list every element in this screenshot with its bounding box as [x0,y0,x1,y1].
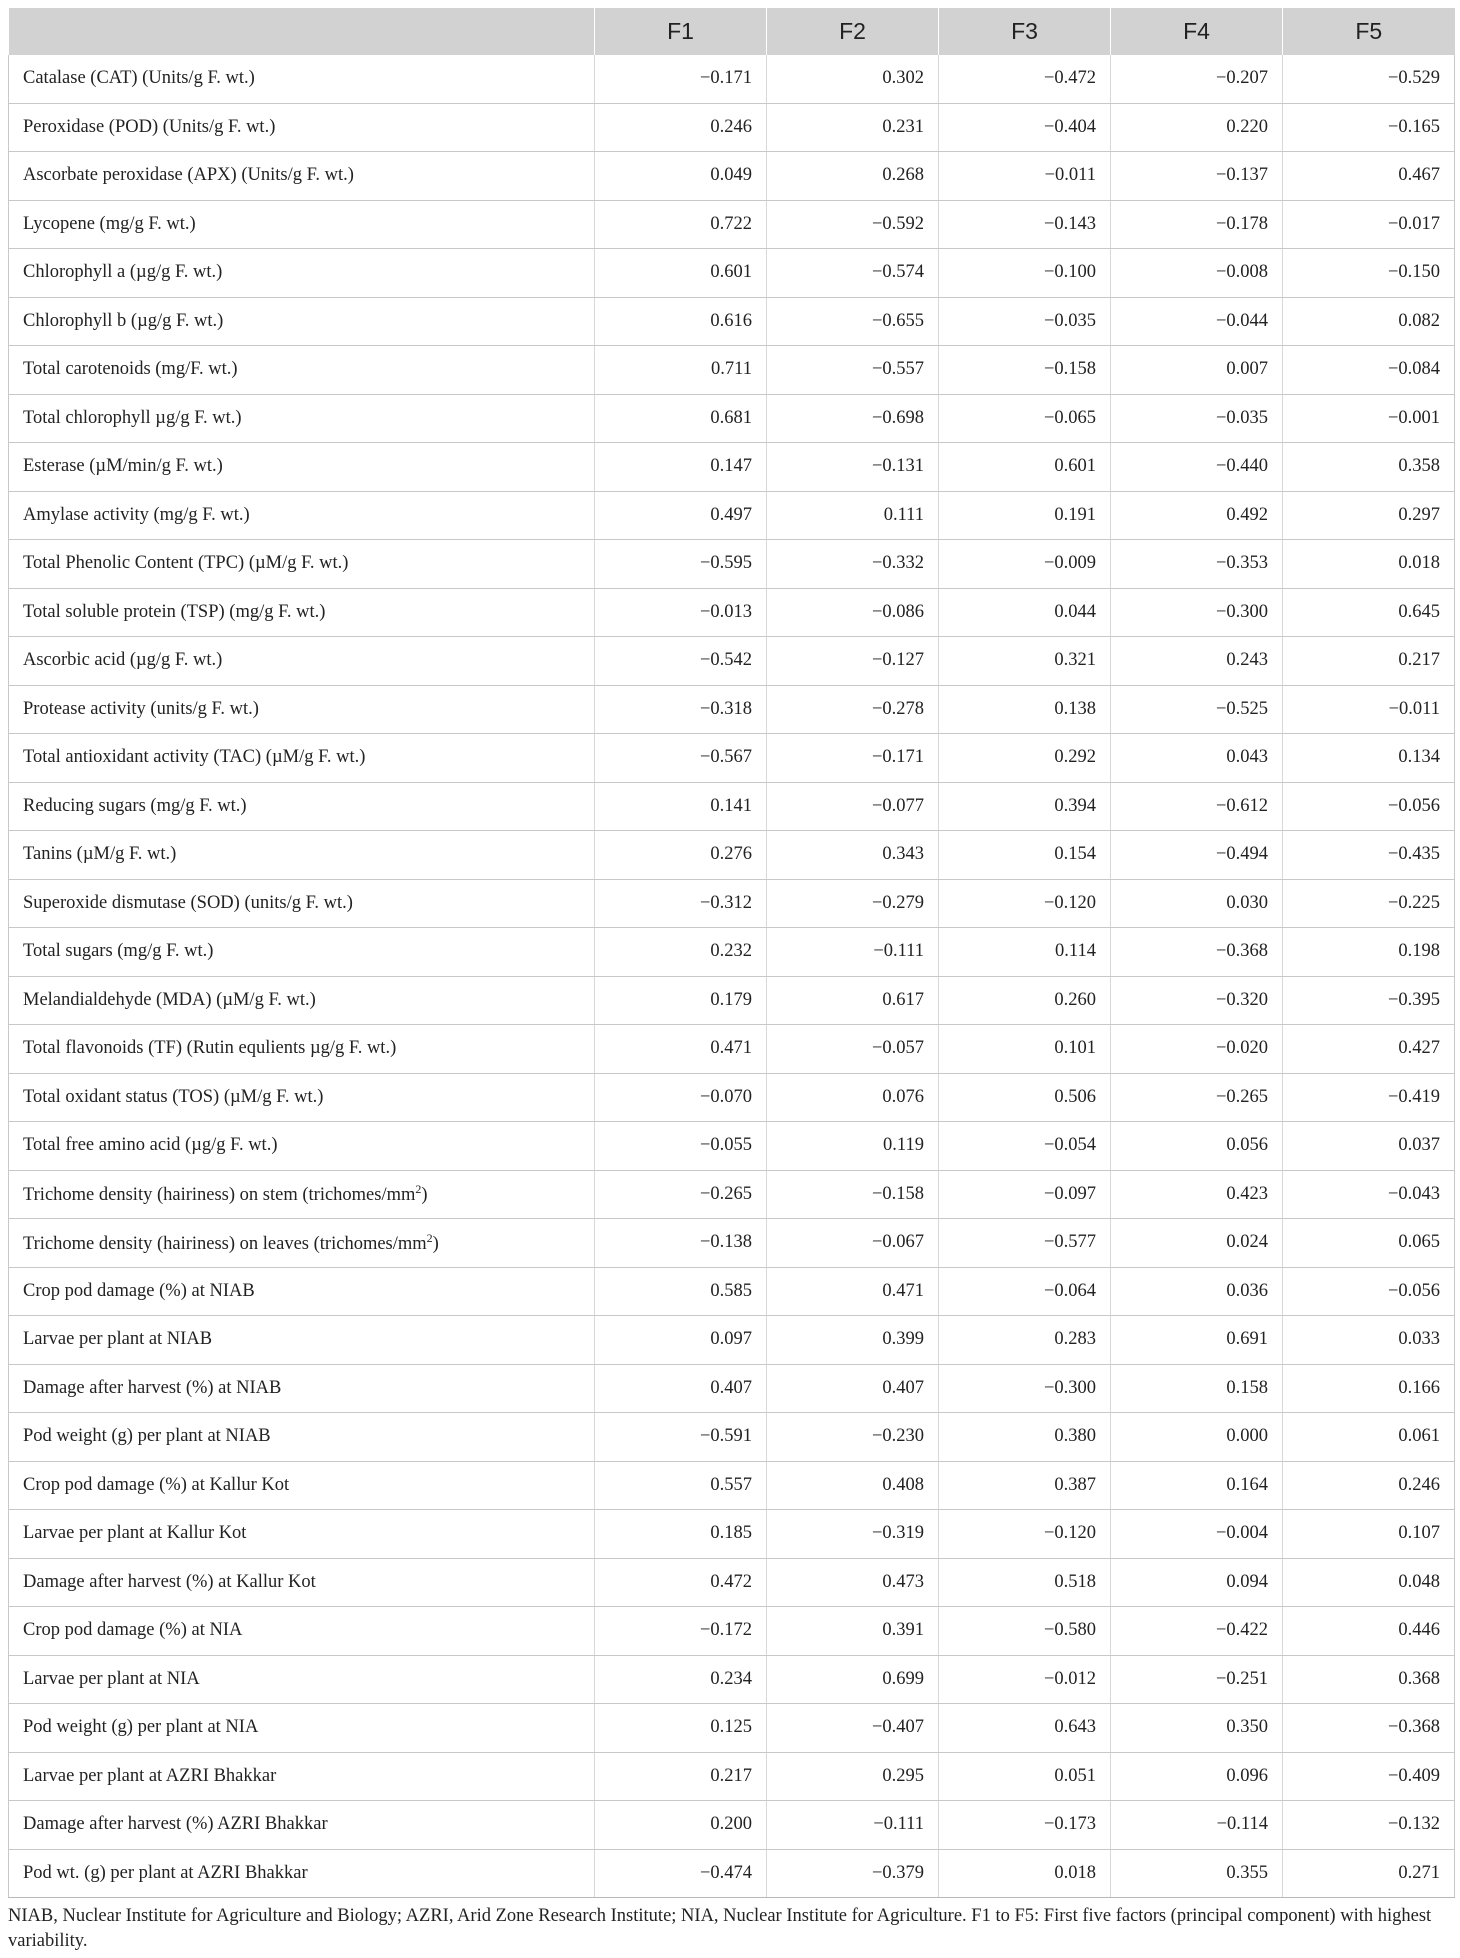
table-row [9,831,1455,880]
cell-f5: −0.529 [1283,55,1455,103]
cell-f4: −0.353 [1111,540,1283,589]
row-label: Ascorbate peroxidase (APX) (Units/g F. wt.) [9,152,595,201]
cell-f4: −0.114 [1111,1801,1283,1850]
row-label: Total free amino acid (µg/g F. wt.) [9,1122,595,1171]
cell-f3: −0.580 [939,1607,1111,1656]
cell-f5: 0.018 [1283,540,1455,589]
cell-f3: −0.009 [939,540,1111,589]
cell-f3: −0.472 [939,55,1111,103]
row-label: Ascorbic acid (µg/g F. wt.) [9,637,595,686]
row-label: Trichome density (hairiness) on leaves $(trichomes/mm^2)$ [9,1219,595,1268]
cell-f4: 0.043 [1111,734,1283,783]
cell-f2: 0.231 [767,103,939,152]
cell-f5: −0.225 [1283,879,1455,928]
cell-f4: 0.024 [1111,1219,1283,1268]
cell-f4: −0.137 [1111,152,1283,201]
cell-f2: −0.574 [767,249,939,298]
cell-f2: −0.057 [767,1025,939,1074]
header-row [9,8,1455,55]
table-row [9,1461,1455,1510]
cell-f3: 0.191 [939,491,1111,540]
cell-f2: −0.332 [767,540,939,589]
cell-f5: 0.358 [1283,443,1455,492]
cell-f3: −0.300 [939,1364,1111,1413]
table-row [9,1316,1455,1365]
cell-f5: 0.467 [1283,152,1455,201]
cell-f5: −0.409 [1283,1752,1455,1801]
cell-f4: −0.612 [1111,782,1283,831]
cell-f2: −0.158 [767,1170,939,1219]
table-row [9,1364,1455,1413]
cell-f5: 0.037 [1283,1122,1455,1171]
factor-loadings-table-container [8,8,1454,1898]
cell-f1: 0.681 [595,394,767,443]
table-row [9,200,1455,249]
row-label: Superoxide dismutase (SOD) (units/g F. wt.) [9,879,595,928]
cell-f2: 0.302 [767,55,939,103]
row-label: Chlorophyll b (µg/g F. wt.) [9,297,595,346]
cell-f3: 0.101 [939,1025,1111,1074]
table-row [9,1704,1455,1753]
row-label: Pod weight (g) per plant at NIA [9,1704,595,1753]
cell-f2: −0.230 [767,1413,939,1462]
cell-f1: 0.232 [595,928,767,977]
cell-f5: −0.011 [1283,685,1455,734]
table-row [9,685,1455,734]
cell-f1: −0.070 [595,1073,767,1122]
cell-f5: 0.645 [1283,588,1455,637]
table-row [9,1752,1455,1801]
row-label: Crop pod damage (%) at NIAB [9,1267,595,1316]
cell-f5: 0.217 [1283,637,1455,686]
header-f1: F1 [595,8,767,55]
cell-f4: −0.440 [1111,443,1283,492]
row-label: Total flavonoids (TF) (Rutin equlients µg/g F. wt.) [9,1025,595,1074]
cell-f4: −0.525 [1111,685,1283,734]
cell-f4: −0.020 [1111,1025,1283,1074]
table-row [9,1607,1455,1656]
cell-f5: −0.368 [1283,1704,1455,1753]
cell-f1: 0.722 [595,200,767,249]
cell-f4: −0.035 [1111,394,1283,443]
cell-f1: 0.217 [595,1752,767,1801]
table-row [9,1025,1455,1074]
cell-f4: 0.056 [1111,1122,1283,1171]
table-row [9,1558,1455,1607]
table-row [9,928,1455,977]
row-label: Crop pod damage (%) at NIA [9,1607,595,1656]
superscript-two: 2 [415,1182,422,1197]
cell-f1: −0.542 [595,637,767,686]
table-row [9,1849,1455,1898]
cell-f3: 0.138 [939,685,1111,734]
cell-f4: 0.243 [1111,637,1283,686]
cell-f2: −0.086 [767,588,939,637]
cell-f5: 0.134 [1283,734,1455,783]
cell-f4: 0.094 [1111,1558,1283,1607]
row-label: Tanins (µM/g F. wt.) [9,831,595,880]
cell-f2: 0.699 [767,1655,939,1704]
cell-f1: 0.097 [595,1316,767,1365]
table-row [9,152,1455,201]
row-label: Lycopene (mg/g F. wt.) [9,200,595,249]
cell-f1: 0.407 [595,1364,767,1413]
cell-f5: 0.166 [1283,1364,1455,1413]
cell-f3: 0.114 [939,928,1111,977]
cell-f5: −0.419 [1283,1073,1455,1122]
cell-f4: 0.355 [1111,1849,1283,1898]
header-f2: F2 [767,8,939,55]
cell-f3: 0.260 [939,976,1111,1025]
table-row [9,1073,1455,1122]
table-row [9,491,1455,540]
cell-f2: 0.076 [767,1073,939,1122]
cell-f3: −0.054 [939,1122,1111,1171]
cell-f1: −0.013 [595,588,767,637]
cell-f5: −0.001 [1283,394,1455,443]
cell-f3: 0.044 [939,588,1111,637]
cell-f3: −0.173 [939,1801,1111,1850]
cell-f3: −0.100 [939,249,1111,298]
cell-f4: 0.036 [1111,1267,1283,1316]
superscript-two: 2 [426,1230,433,1245]
cell-f4: 0.164 [1111,1461,1283,1510]
cell-f1: 0.246 [595,103,767,152]
cell-f1: −0.595 [595,540,767,589]
cell-f5: 0.048 [1283,1558,1455,1607]
cell-f5: 0.082 [1283,297,1455,346]
table-row [9,734,1455,783]
cell-f2: −0.077 [767,782,939,831]
row-label: Total oxidant status (TOS) (µM/g F. wt.) [9,1073,595,1122]
table-row [9,1122,1455,1171]
table-row [9,782,1455,831]
cell-f2: −0.111 [767,1801,939,1850]
cell-f1: 0.472 [595,1558,767,1607]
cell-f5: 0.427 [1283,1025,1455,1074]
cell-f1: 0.200 [595,1801,767,1850]
cell-f5: 0.368 [1283,1655,1455,1704]
row-label: Damage after harvest (%) AZRI Bhakkar [9,1801,595,1850]
row-label: Total chlorophyll µg/g F. wt.) [9,394,595,443]
cell-f4: −0.368 [1111,928,1283,977]
cell-f5: −0.056 [1283,782,1455,831]
row-label: Damage after harvest (%) at NIAB [9,1364,595,1413]
cell-f2: −0.655 [767,297,939,346]
cell-f4: 0.492 [1111,491,1283,540]
cell-f1: −0.138 [595,1219,767,1268]
cell-f5: 0.065 [1283,1219,1455,1268]
table-row [9,1219,1455,1268]
row-label: Crop pod damage (%) at Kallur Kot [9,1461,595,1510]
cell-f2: −0.379 [767,1849,939,1898]
row-label: Larvae per plant at NIAB [9,1316,595,1365]
row-label: Reducing sugars (mg/g F. wt.) [9,782,595,831]
row-label: Total antioxidant activity (TAC) (µM/g F. wt.) [9,734,595,783]
cell-f3: −0.158 [939,346,1111,395]
row-label: Pod weight (g) per plant at NIAB [9,1413,595,1462]
cell-f3: −0.404 [939,103,1111,152]
table-row [9,249,1455,298]
cell-f3: −0.120 [939,879,1111,928]
cell-f5: −0.017 [1283,200,1455,249]
cell-f1: −0.591 [595,1413,767,1462]
cell-f1: −0.318 [595,685,767,734]
cell-f3: 0.601 [939,443,1111,492]
cell-f3: 0.394 [939,782,1111,831]
row-label: Protease activity (units/g F. wt.) [9,685,595,734]
cell-f1: 0.616 [595,297,767,346]
cell-f1: 0.125 [595,1704,767,1753]
cell-f4: −0.320 [1111,976,1283,1025]
cell-f4: −0.494 [1111,831,1283,880]
table-row [9,443,1455,492]
cell-f2: −0.319 [767,1510,939,1559]
cell-f1: 0.471 [595,1025,767,1074]
cell-f1: 0.185 [595,1510,767,1559]
cell-f3: 0.518 [939,1558,1111,1607]
cell-f1: 0.276 [595,831,767,880]
cell-f2: −0.067 [767,1219,939,1268]
cell-f2: 0.408 [767,1461,939,1510]
cell-f1: 0.147 [595,443,767,492]
cell-f1: −0.055 [595,1122,767,1171]
cell-f4: 0.158 [1111,1364,1283,1413]
cell-f5: 0.271 [1283,1849,1455,1898]
table-row [9,879,1455,928]
cell-f3: −0.035 [939,297,1111,346]
cell-f3: −0.064 [939,1267,1111,1316]
cell-f1: 0.234 [595,1655,767,1704]
cell-f3: 0.051 [939,1752,1111,1801]
cell-f3: 0.283 [939,1316,1111,1365]
cell-f2: −0.278 [767,685,939,734]
header-label-cell [9,8,595,55]
cell-f1: −0.312 [595,879,767,928]
table-row [9,1413,1455,1462]
cell-f1: −0.474 [595,1849,767,1898]
cell-f5: −0.043 [1283,1170,1455,1219]
cell-f2: 0.295 [767,1752,939,1801]
cell-f4: −0.178 [1111,200,1283,249]
cell-f1: 0.141 [595,782,767,831]
cell-f1: −0.172 [595,1607,767,1656]
cell-f3: 0.321 [939,637,1111,686]
cell-f3: 0.506 [939,1073,1111,1122]
cell-f3: 0.643 [939,1704,1111,1753]
cell-f1: 0.601 [595,249,767,298]
cell-f1: 0.049 [595,152,767,201]
cell-f4: −0.008 [1111,249,1283,298]
row-label: Larvae per plant at Kallur Kot [9,1510,595,1559]
row-label: Amylase activity (mg/g F. wt.) [9,491,595,540]
row-label: Trichome density (hairiness) on stem $(trichomes/mm^2)$ [9,1170,595,1219]
row-label: Total Phenolic Content (TPC) (µM/g F. wt.) [9,540,595,589]
table-header [9,8,1455,55]
row-label: Pod wt. (g) per plant at AZRI Bhakkar [9,1849,595,1898]
cell-f5: 0.446 [1283,1607,1455,1656]
cell-f2: 0.399 [767,1316,939,1365]
table-row [9,297,1455,346]
cell-f4: −0.251 [1111,1655,1283,1704]
cell-f5: 0.107 [1283,1510,1455,1559]
cell-f4: 0.000 [1111,1413,1283,1462]
cell-f5: −0.132 [1283,1801,1455,1850]
table-row [9,1655,1455,1704]
cell-f1: 0.497 [595,491,767,540]
cell-f2: 0.119 [767,1122,939,1171]
cell-f4: 0.423 [1111,1170,1283,1219]
table-body [9,55,1455,1898]
cell-f4: 0.691 [1111,1316,1283,1365]
table-row [9,103,1455,152]
row-label: Peroxidase (POD) (Units/g F. wt.) [9,103,595,152]
row-label: Chlorophyll a (µg/g F. wt.) [9,249,595,298]
cell-f3: −0.011 [939,152,1111,201]
cell-f5: 0.198 [1283,928,1455,977]
cell-f5: 0.246 [1283,1461,1455,1510]
table-footnote: NIAB, Nuclear Institute for Agriculture and Biology; AZRI, Arid Zone Research Institute; NIA, Nuclear Institute for Agriculture. F1 to F5: First five factors (principal component) with highest variability. [8,1906,1432,1951]
table-row [9,346,1455,395]
cell-f2: 0.391 [767,1607,939,1656]
row-label: Damage after harvest (%) at Kallur Kot [9,1558,595,1607]
header-f3: F3 [939,8,1111,55]
table-row [9,540,1455,589]
row-label: Esterase (µM/min/g F. wt.) [9,443,595,492]
header-f4: F4 [1111,8,1283,55]
cell-f3: −0.012 [939,1655,1111,1704]
cell-f3: 0.018 [939,1849,1111,1898]
cell-f2: 0.343 [767,831,939,880]
cell-f4: 0.007 [1111,346,1283,395]
cell-f4: −0.004 [1111,1510,1283,1559]
cell-f5: 0.297 [1283,491,1455,540]
table-row [9,637,1455,686]
cell-f3: 0.380 [939,1413,1111,1462]
cell-f4: −0.422 [1111,1607,1283,1656]
table-row [9,1510,1455,1559]
cell-f4: −0.044 [1111,297,1283,346]
cell-f3: 0.387 [939,1461,1111,1510]
cell-f2: −0.127 [767,637,939,686]
row-label: Total soluble protein (TSP) (mg/g F. wt.) [9,588,595,637]
cell-f5: 0.061 [1283,1413,1455,1462]
cell-f5: −0.084 [1283,346,1455,395]
cell-f4: 0.350 [1111,1704,1283,1753]
cell-f2: 0.268 [767,152,939,201]
cell-f5: −0.165 [1283,103,1455,152]
table-row [9,55,1455,103]
cell-f3: −0.577 [939,1219,1111,1268]
cell-f3: −0.065 [939,394,1111,443]
table-row [9,976,1455,1025]
row-label: Melandialdehyde (MDA) (µM/g F. wt.) [9,976,595,1025]
cell-f2: −0.279 [767,879,939,928]
row-label: Total sugars (mg/g F. wt.) [9,928,595,977]
cell-f2: −0.592 [767,200,939,249]
cell-f3: 0.292 [939,734,1111,783]
cell-f4: −0.300 [1111,588,1283,637]
table-row [9,588,1455,637]
cell-f2: 0.471 [767,1267,939,1316]
table-row [9,1801,1455,1850]
cell-f2: −0.131 [767,443,939,492]
header-f5: F5 [1283,8,1455,55]
row-label: Larvae per plant at AZRI Bhakkar [9,1752,595,1801]
cell-f1: −0.171 [595,55,767,103]
cell-f1: 0.179 [595,976,767,1025]
cell-f1: 0.557 [595,1461,767,1510]
cell-f2: 0.473 [767,1558,939,1607]
cell-f1: 0.585 [595,1267,767,1316]
cell-f4: 0.030 [1111,879,1283,928]
cell-f3: −0.143 [939,200,1111,249]
cell-f5: −0.435 [1283,831,1455,880]
cell-f5: 0.033 [1283,1316,1455,1365]
cell-f3: 0.154 [939,831,1111,880]
cell-f4: −0.207 [1111,55,1283,103]
cell-f1: −0.567 [595,734,767,783]
cell-f5: −0.395 [1283,976,1455,1025]
cell-f2: −0.171 [767,734,939,783]
cell-f4: −0.265 [1111,1073,1283,1122]
cell-f5: −0.150 [1283,249,1455,298]
factor-loadings-table [8,8,1455,1898]
table-row [9,1267,1455,1316]
cell-f2: −0.698 [767,394,939,443]
cell-f1: −0.265 [595,1170,767,1219]
table-row [9,394,1455,443]
cell-f2: 0.617 [767,976,939,1025]
cell-f2: −0.557 [767,346,939,395]
cell-f3: −0.097 [939,1170,1111,1219]
cell-f2: 0.407 [767,1364,939,1413]
cell-f4: 0.096 [1111,1752,1283,1801]
row-label: Catalase (CAT) (Units/g F. wt.) [9,55,595,103]
cell-f5: −0.056 [1283,1267,1455,1316]
cell-f2: 0.111 [767,491,939,540]
cell-f3: −0.120 [939,1510,1111,1559]
table-row [9,1170,1455,1219]
cell-f2: −0.111 [767,928,939,977]
row-label: Larvae per plant at NIA [9,1655,595,1704]
row-label: Total carotenoids (mg/F. wt.) [9,346,595,395]
cell-f2: −0.407 [767,1704,939,1753]
cell-f4: 0.220 [1111,103,1283,152]
cell-f1: 0.711 [595,346,767,395]
